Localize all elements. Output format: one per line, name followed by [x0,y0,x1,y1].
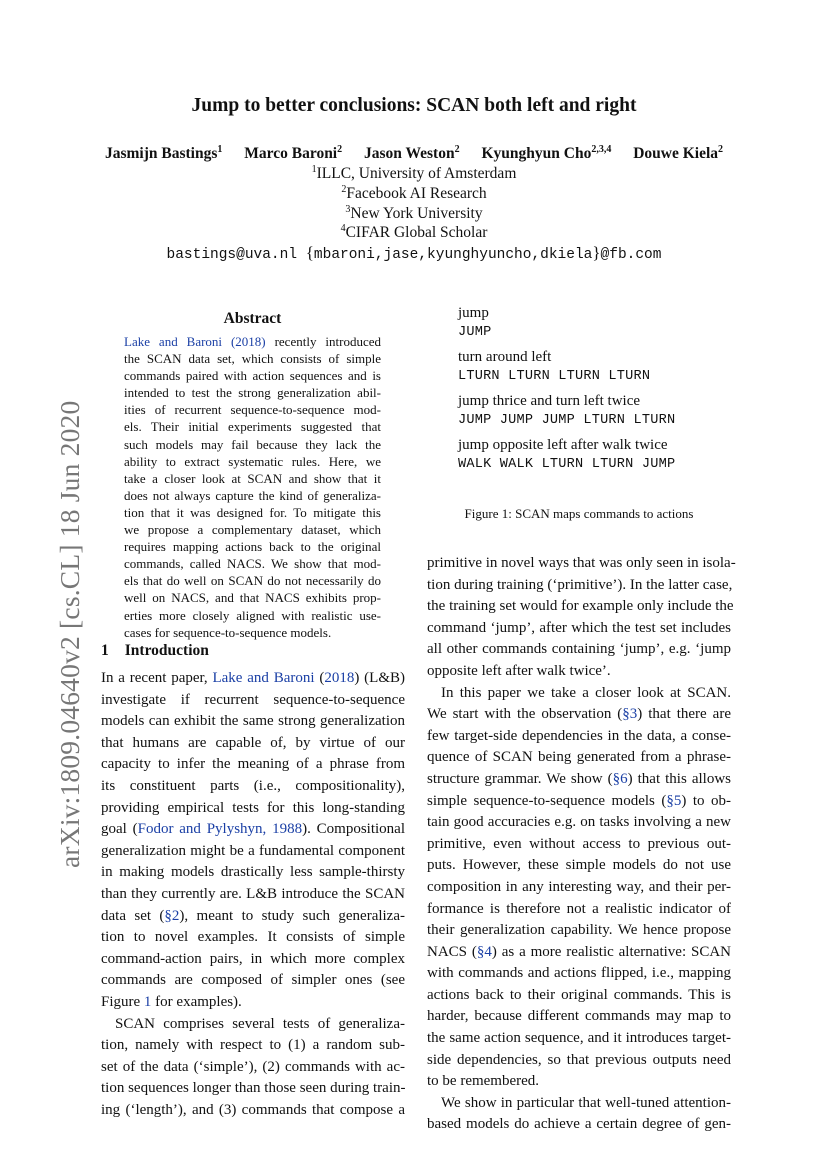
paper-title: Jump to better conclusions: SCAN both left and right [191,95,637,116]
text-run: quence of SCAN being generated from a phrase- [427,749,731,766]
text-run: their generalization capability. We hence propose [427,922,731,939]
text-run: In this paper we take a closer look at SCAN. [441,684,731,701]
text-line [101,1078,405,1100]
text-run: formance is therefore not a realistic indicator of [427,900,731,917]
text-run: the training set would for example only include the [427,598,734,615]
abstract-line [124,418,381,435]
text-run: take a closer look at SCAN and show that it [124,470,381,486]
citation-link[interactable]: Lake and Baroni (2018) [124,334,266,349]
text-run: few target-side dependencies in the data, a conse- [427,727,731,744]
text-run: tain good accuracies e.g. on tasks involving a new [427,814,731,831]
text-run: puts. However, these simple models do not use [427,857,731,874]
text-line [427,834,731,856]
abstract-heading: Abstract [223,310,282,327]
text-line [101,819,405,841]
abstract-line [124,350,381,367]
text-line [101,776,405,798]
citation-link[interactable]: Fodor and Pylyshyn, 1988 [137,821,303,838]
text-line [427,963,731,985]
affiliation: $^1$ILLC, University of Amsterdam [311,164,517,183]
text-run: We show in particular that well-tuned attention- [441,1094,731,1111]
author: Marco Baroni$^2$ [244,144,343,163]
text-run: commands, called NACS. We show that mod- [124,556,381,572]
text-line [427,791,731,813]
text-run: tion to novel examples. It consists of simple [101,929,405,946]
text-line [101,668,405,690]
abstract-line [124,401,381,418]
text-run: side dependencies, so that previous outputs need [427,1051,731,1068]
figure-command: jump opposite left after walk twice [458,437,668,453]
text-run: We start with the observation ( [427,706,623,723]
abstract-line [124,453,381,470]
arxiv-watermark: arXiv:1809.04640v2 [cs.CL] 18 Jun 2020 [54,400,85,868]
text-run: intended to test the strong generalization abil- [124,385,381,401]
text-run: set of the data (‘simple’), (2) commands with ac- [101,1058,405,1075]
citation-link[interactable]: §5 [666,792,682,809]
text-line [101,906,405,928]
text-run: that humans are capable of, by virtue of our [101,734,405,751]
right-column-text [427,553,736,1136]
text-run: actions back to their original commands. This is [427,986,731,1003]
abstract-line [124,333,381,350]
citation-link[interactable]: Lake and Baroni [212,670,315,686]
author: Jason Weston$^2$ [364,144,460,163]
text-line [427,920,731,942]
author: Douwe Kiela$^2$ [633,144,724,163]
citation-link[interactable]: §6 [612,770,628,787]
text-line [427,726,731,748]
text-line [101,927,405,949]
text-run: tion during training (‘primitive’). In the latter case, [427,576,733,593]
text-run: ) that this allows [627,770,731,787]
author: Kyunghyun Cho$^{2,3,4}$ [481,144,612,163]
abstract-line [124,624,381,641]
text-line [427,618,731,640]
text-run: its constituent parts (i.e., compositionality), [101,777,405,794]
text-line [101,798,405,820]
text-line [427,812,731,834]
figure-examples [458,303,748,479]
email-address: bastings@uva.nl [166,247,298,263]
text-run: ) as a more realistic alternative: SCAN [491,943,731,960]
text-line [427,769,731,791]
text-run: than they currently are. L&B introduce the SCAN [101,885,405,902]
abstract-line [124,436,381,453]
abstract-line [124,572,381,589]
figure-action: JUMP [458,325,492,340]
text-run: providing empirical tests for this long-standing [101,799,405,816]
text-run: ing (‘length’), and (3) commands that compose a [101,1101,405,1118]
text-line [101,862,405,884]
text-run: ) (L&B) [354,670,406,686]
text-run: we propose a complementary dataset, which [124,522,381,538]
text-run: with commands and actions flipped, i.e., mapping [427,965,731,982]
text-run: for examples). [151,993,242,1010]
abstract-line [124,521,381,538]
text-run: goal ( [101,821,138,838]
text-line [427,704,731,726]
text-line [101,1035,405,1057]
text-run: investigate if recurrent sequence-to-sequence [101,691,405,708]
text-run: In a recent paper, [101,670,213,686]
abstract-line [124,470,381,487]
text-run: ability to extract systematic rules. Here, we [124,453,381,469]
text-line [101,754,405,776]
text-line [427,575,731,597]
text-line [427,747,731,769]
abstract-line [124,487,381,504]
text-line [427,661,731,683]
text-line [101,992,405,1014]
text-run: harder, because different commands may map to [427,1008,731,1025]
text-run: the same action sequence, and it introduces target- [427,1030,731,1047]
text-run: capacity to infer the meaning of a phrase from [101,756,405,773]
text-line [427,596,734,618]
text-run: els that do well on SCAN do not necessarily do [124,573,381,589]
text-line [427,1114,731,1136]
text-line [101,711,405,733]
author: Jasmijn Bastings$^1$ [104,144,223,163]
text-run: generalization might be a fundamental component [101,842,405,859]
text-line [427,985,731,1007]
text-run: does not always capture the kind of generaliza- [124,487,381,503]
abstract-line [124,589,381,606]
text-run: simple sequence-to-sequence models ( [427,792,667,809]
text-run: els. Their initial experiments suggested that [124,419,381,435]
text-run: tion, namely with respect to (1) a random sub- [101,1037,405,1054]
text-run: based models do achieve a certain degree of gen- [427,1116,731,1133]
text-run: tion sequences longer than those seen during train- [101,1080,406,1097]
text-run: primitive, even without access to previous out- [427,835,731,852]
text-run: ), meant to study such generaliza- [179,907,405,924]
text-line [427,1028,731,1050]
text-line [427,1006,731,1028]
citation-link[interactable]: 1 [143,993,152,1010]
text-run: ( [314,670,325,686]
text-run: opposite left after walk twice’. [427,662,611,679]
text-run: commands paired with action sequences and is [124,368,381,384]
text-line [427,1050,731,1072]
text-line [101,949,405,971]
text-run: NACS ( [427,943,477,960]
text-run: Figure [101,993,144,1010]
text-run: structure grammar. We show ( [427,770,613,787]
figure-command: turn around left [458,349,552,365]
figure-command: jump thrice and turn left twice [458,393,641,409]
figure-action: LTURN LTURN LTURN LTURN [458,369,651,384]
email-group: mbaroni,jase,kyunghyuncho,dkiela [313,247,593,263]
email-line: bastings@uva.nl {mbaroni,jase,kyunghyuncho,dkiela}@fb.com [166,243,662,263]
text-line [101,970,405,992]
text-run: composition in any interesting way, and their per- [427,878,731,895]
text-run: such models may fail because they lack the [124,436,381,452]
abstract-line [124,504,381,521]
text-line [427,942,731,964]
text-line [101,884,405,906]
citation-link[interactable]: §2 [164,907,180,924]
text-line [101,690,405,712]
affiliation: $^4$CIFAR Global Scholar [340,223,488,242]
citation-link[interactable]: §4 [476,943,492,960]
author-list [0,144,828,163]
text-run: requires mapping actions back to the original [124,539,381,555]
text-run: ) to ob- [681,792,731,809]
text-run: in making models drastically less sample-thirsty [101,864,405,881]
text-line [101,1057,405,1079]
text-line [427,899,731,921]
text-run: commands are composed of simpler ones (see [101,972,405,989]
text-run: cases for sequence-to-sequence models. [124,624,332,640]
text-run: data set ( [101,907,165,924]
text-line [427,1071,731,1093]
text-line [427,855,731,877]
text-line [427,639,731,661]
text-line [427,683,731,705]
text-line [101,1100,405,1122]
section-heading: 1 Introduction [101,642,209,659]
text-run: the SCAN data set, which consists of simple [124,351,381,367]
figure-caption: Figure 1: SCAN maps commands to actions [464,506,694,521]
text-line [101,733,405,755]
text-run: command ‘jump’, after which the test set includes [427,619,731,636]
text-run: ). Compositional [302,821,405,838]
text-run: tion that it was designed for. To mitigate this [124,504,381,520]
text-run: all other commands containing ‘jump’, e.g. ‘jump [427,641,731,658]
affiliation: $^2$Facebook AI Research [341,184,487,203]
abstract-line [124,607,381,624]
text-run: models can exhibit the same strong generalization [101,713,405,730]
text-line [427,553,736,575]
text-run: SCAN comprises several tests of generaliza- [115,1015,405,1032]
abstract-body [124,333,381,641]
abstract-line [124,384,381,401]
text-line [101,841,405,863]
text-run: ) that there are [637,706,731,723]
text-run: command-action pairs, in which more complex [101,950,405,967]
citation-link[interactable]: 2018 [324,670,355,686]
figure-command: jump [458,305,489,321]
text-run: well on NACS, and that NACS exhibits prop- [124,590,381,606]
citation-link[interactable]: §3 [622,706,638,723]
abstract-line [124,538,381,555]
text-run: ities of recurrent sequence-to-sequence mod- [124,402,381,418]
text-line [427,1093,731,1115]
text-line [101,1014,405,1036]
figure-action: JUMP JUMP JUMP LTURN LTURN [458,413,676,428]
figure-action: WALK WALK LTURN LTURN JUMP [458,457,676,472]
abstract-line [124,367,381,384]
abstract-line [124,555,381,572]
affiliation: $^3$New York University [345,204,483,223]
text-run: recently introduced [265,334,381,349]
text-run: primitive in novel ways that was only seen in isola- [427,555,736,571]
left-column-text [101,668,405,1121]
text-line [427,877,731,899]
text-run: erties more closely aligned with realistic use- [124,607,381,623]
text-run: to be remembered. [427,1073,540,1090]
